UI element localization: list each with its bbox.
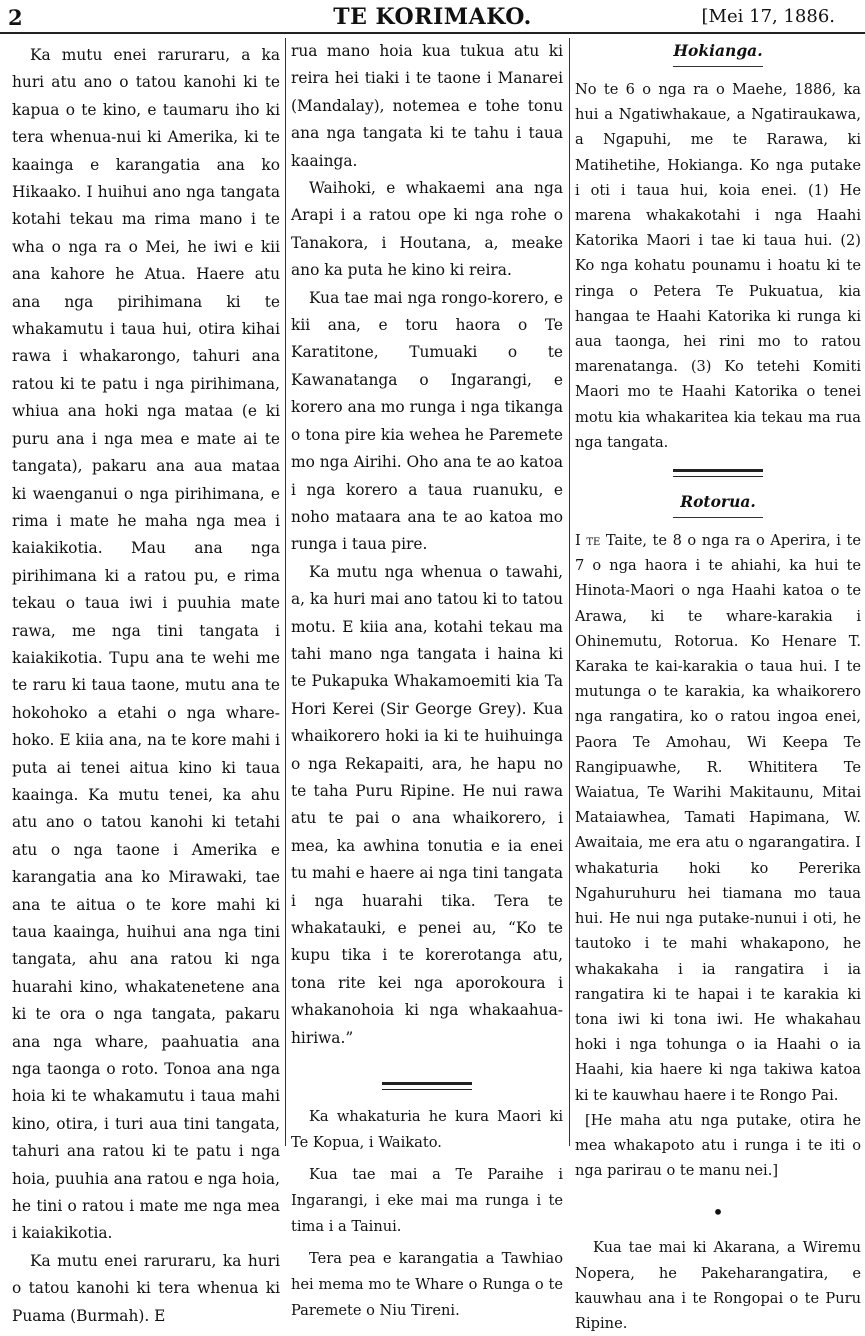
section-heading-rotorua: Rotorua. — [680, 492, 756, 512]
section-heading-hokianga: Hokianga. — [673, 41, 763, 60]
page-number: 2 — [8, 5, 23, 30]
issue-date: [Mei 17, 1886. — [701, 6, 835, 27]
news-item: Tera pea e karangatia a Tawhiao hei mema mo te Whare o Runga o te Paremete o Niu Tireni. — [291, 1250, 563, 1320]
column-1 — [12, 38, 280, 1325]
article-paragraph: Kua tae mai nga rongo-korero, e kii ana, e toru haora o Te Karatitone, Tumuaki o te Kawanatanga o Ingarangi, e korero ana mo runga i nga tikanga o tona pire kia wehea he Paremete mo nga Airihi. Oho ana te ao katoa i nga korero a taua ruanuku, e noho mataara ana te ao katoa mo runga i taua pire. — [291, 288, 564, 554]
article-paragraph: Ka mutu enei raruraru, ka huri o tatou kanohi ki tera whenua ki Puama (Burmah). E — [12, 1251, 280, 1325]
article-paragraph: No te 6 o nga ra o Maehe, 1886, ka hui a Ngatiwhakaue, a Ngatiraukawa, a Ngapuhi, me te Rarawa, ki Matihetihe, Hokianga. Ko nga putake i oti i taua hui, koia enei. (1) He marena whakakotahi i nga Haahi Katorika Maori i tae ki taua hui. (2) Ko nga kohatu pounamu i hoatu ki te ringa o Petera Te Pukuatua, kia hangaa te Haahi Katorika ki runga ki aua taonga, hei rini mo to ratou marenatanga. (3) Ko tetehi Komiti Maori mo te Haahi Katorika o tenei motu kia whakaritea kia tekau ma rua nga tangata. — [575, 81, 861, 451]
column-2 — [291, 38, 564, 1320]
column-divider — [569, 38, 570, 1146]
section-separator — [382, 1082, 472, 1090]
masthead-title: TE KORIMAKO. — [333, 4, 532, 30]
heading-underline — [673, 66, 763, 67]
lead-in-text: I te — [575, 532, 601, 550]
news-item: Kua tae mai ki Akarana, a Wiremu Nopera, he Pakeharangatira, e kauwhau ana i te Rongopai o te Puru Ripine. — [575, 1239, 861, 1332]
article-text: Taite, te 8 o nga ra o Aperira, i te 7 o nga haora i te ahiahi, ka hui te Hinota-Maori o nga Haahi katoa o te Arawa, ki te whare-karakia i Ohinemutu, Rotorua. Ko Henare T. Karaka te kai-karakia o taua hui. I te mutunga o te karakia, ka whaikorero nga rangatira, ko o ratou ingoa enei, Paora Te Amohau, Wi Keepa Te Rangipuawhe, R. Whititera Te Waiatua, Te Warihi Makitaunu, Mitai Mataiawhea, Tamati Hapimana, W. Awaitaia, me era atu o ngarangatira. I whakaturia hoki ko Pererika Ngahuruhuru hei tiamana mo taua hui. He nui nga putake-nunui i oti, he tautoko i te mahi whakapono, he whakakaha i ia rangatira i ia rangatira ki te hapai i te karakia ki tona iwi ki tona iwi. He whakahau hoki i nga tohunga o ia Haahi o ia Haahi, kia haere ki nga takiwa katoa ki te kauwhau haere i te Rongo Pai. — [575, 532, 862, 1104]
column-3 — [575, 38, 862, 1332]
news-item: Kua tae mai a Te Paraihe i Ingarangi, i eke mai ma runga i te tima i a Tainui. — [291, 1166, 563, 1236]
article-paragraph: Waihoki, e whakaemi ana nga Arapi i a ratou ope ki nga rohe o Tanakora, i Houtana, a, meake ano ka puta he kino ki reira. — [291, 179, 563, 280]
article-paragraph: Ka mutu enei raruraru, a ka huri atu ano o tatou kanohi ki te kapua o te kino, e taumaru iho ki tera whenua-nui ki Amerika, ki te kaainga e karangatia ana ko Hikaako. I huihui ano nga tangata kotahi tekau ma rima mano i te wha o nga ra o Mei, he iwi e kii ana kahore he Atua. Haere atu ana nga pirihimana ki te whakamutu i taua hui, otira kihai rawa i whakarongo, tahuri ana ratou ki te patu i nga pirihimana, whiua ana hoki nga mataa (e ki puru ana i nga mea e mate ai te tangata), pakaru ana aua mataa ki waenganui o nga pirihimana, e rima i mate he maha nga mea i kaiakikotia. Mau ana nga pirihimana ki a ratou pu, e rima tekau o taua iwi i puuhia mate rawa, me nga tini tangata i kaiakikotia. Tupu ana te wehi me te raru ki taua taone, mutu ana te hokohoko a etahi o nga whare-hoko. E kiia ana, na te kore mahi i puta ai tenei aitua kino ki taua kaainga. Ka mutu tenei, ka ahu atu ano o tatou kanohi ki tetahi atu o nga taone i Amerika e karangatia ana ko Mirawaki, tae ana te aitua o te kore mahi ki taua kaainga, huihui ana nga tini tangata, ahu ana ratou ki nga huarahi kino, whakatenetene ana ki te ora o nga tangata, pakaru ana nga whare, paahuatia ana nga taonga o roto. Tonoa ana nga hoia ki te whakamutu i taua mahi kino, otira, i turi aua tini tangata, tahuri ana ratou ki te patu i nga hoia, puuhia ana ratou e nga hoia, he tini o ratou i mate me nga mea i kaiakikotia. — [12, 46, 280, 1243]
column-divider — [285, 38, 286, 1146]
page-header — [0, 0, 865, 34]
editor-note: [He maha atu nga putake, otira he mea whakapoto atu i runga i te iti o nga parirau o te manu nei.] — [575, 1111, 861, 1180]
article-paragraph — [575, 528, 861, 1108]
article-paragraph: rua mano hoia kua tukua atu ki reira hei tiaki i te taone i Manarei (Mandalay), notemea e tohe tonu ana nga tangata ki te tahu i taua kaainga. — [291, 42, 563, 170]
bullet-separator: • — [712, 1200, 724, 1225]
heading-underline — [673, 517, 763, 518]
news-item: Ka whakaturia he kura Maori ki Te Kopua, i Waikato. — [291, 1108, 563, 1152]
section-separator — [673, 469, 763, 477]
article-paragraph: Ka mutu nga whenua o tawahi, a, ka huri mai ano tatou ki to tatou motu. E kiia ana, kotahi tekau ma tahi mano nga tangata i haina ki te Pukapuka Whakamoemiti kia Ta Hori Kerei (Sir George Grey). Kua whaikorero hoki ia ki te huihuinga o nga Rekapaiti, ara, he hapu no te taha Puru Ripine. He nui rawa atu te pai o ana whaikorero, i mea, ka awhina tonutia e ia enei tu mahi e haere ai nga tini tangata i nga huarahi tika. Tera te whakatauki, e penei au, “Ko te kupu tika i te korerotanga atu, tona rite kei nga aporokoura i whakanohoia ki nga whakaahua-hiriwa.” — [291, 562, 564, 1047]
